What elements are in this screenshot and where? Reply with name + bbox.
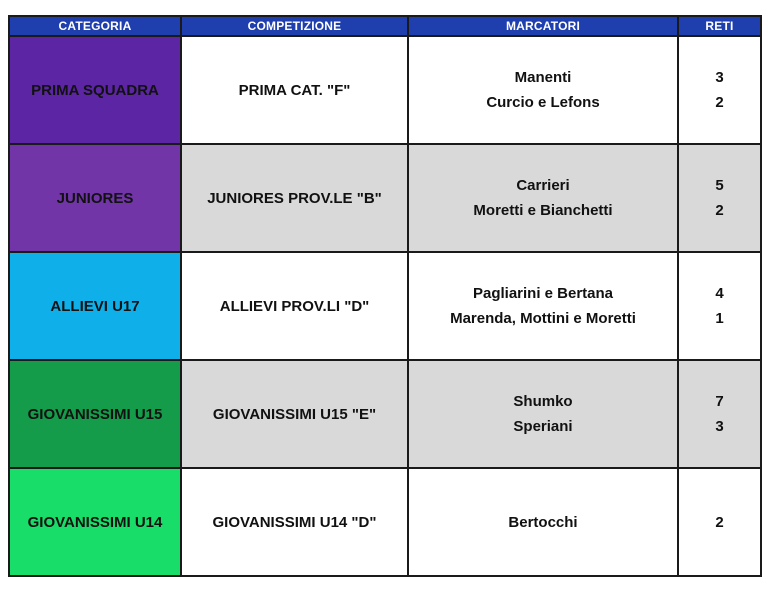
goals-cell bbox=[678, 36, 761, 144]
goals-value: 7 bbox=[715, 393, 724, 410]
scorers-cell bbox=[408, 252, 678, 360]
goals-value: 3 bbox=[715, 69, 724, 86]
goals-cell bbox=[678, 468, 761, 576]
scorer-line: Moretti e Bianchetti bbox=[473, 202, 613, 219]
goals-cell bbox=[678, 360, 761, 468]
category-cell: GIOVANISSIMI U15 bbox=[9, 360, 181, 468]
competition-cell: ALLIEVI PROV.LI "D" bbox=[181, 252, 408, 360]
header-goals: RETI bbox=[678, 16, 761, 36]
table-row bbox=[9, 144, 761, 252]
category-cell: PRIMA SQUADRA bbox=[9, 36, 181, 144]
scorer-line: Bertocchi bbox=[508, 513, 578, 531]
scorer-line: Manenti bbox=[514, 69, 572, 86]
scorer-line: Shumko bbox=[513, 393, 573, 410]
goals-cell bbox=[678, 144, 761, 252]
scorer-line: Curcio e Lefons bbox=[486, 94, 600, 111]
header-scorers: MARCATORI bbox=[408, 16, 678, 36]
scorer-line: Speriani bbox=[513, 418, 573, 435]
goals-value: 1 bbox=[715, 310, 724, 327]
category-cell: GIOVANISSIMI U14 bbox=[9, 468, 181, 576]
scorer-line: Carrieri bbox=[516, 177, 570, 194]
goals-value: 2 bbox=[715, 513, 724, 531]
scorers-cell bbox=[408, 36, 678, 144]
competition-cell: PRIMA CAT. "F" bbox=[181, 36, 408, 144]
header-row bbox=[9, 16, 761, 36]
table-row bbox=[9, 252, 761, 360]
scorers-cell bbox=[408, 360, 678, 468]
scorers-cell bbox=[408, 468, 678, 576]
scorer-line: Marenda, Mottini e Moretti bbox=[450, 310, 636, 327]
header-category: CATEGORIA bbox=[9, 16, 181, 36]
competition-cell: GIOVANISSIMI U14 "D" bbox=[181, 468, 408, 576]
table-row bbox=[9, 360, 761, 468]
goals-value: 2 bbox=[715, 94, 724, 111]
table-row bbox=[9, 36, 761, 144]
scorers-cell bbox=[408, 144, 678, 252]
goals-value: 3 bbox=[715, 418, 724, 435]
competition-cell: GIOVANISSIMI U15 "E" bbox=[181, 360, 408, 468]
category-cell: ALLIEVI U17 bbox=[9, 252, 181, 360]
scorers-table bbox=[8, 15, 762, 577]
header-competition: COMPETIZIONE bbox=[181, 16, 408, 36]
scorer-line: Pagliarini e Bertana bbox=[472, 285, 614, 302]
goals-value: 2 bbox=[715, 202, 724, 219]
goals-value: 5 bbox=[715, 177, 724, 194]
competition-cell: JUNIORES PROV.LE "B" bbox=[181, 144, 408, 252]
goals-cell bbox=[678, 252, 761, 360]
category-cell: JUNIORES bbox=[9, 144, 181, 252]
table-row bbox=[9, 468, 761, 576]
goals-value: 4 bbox=[715, 285, 724, 302]
